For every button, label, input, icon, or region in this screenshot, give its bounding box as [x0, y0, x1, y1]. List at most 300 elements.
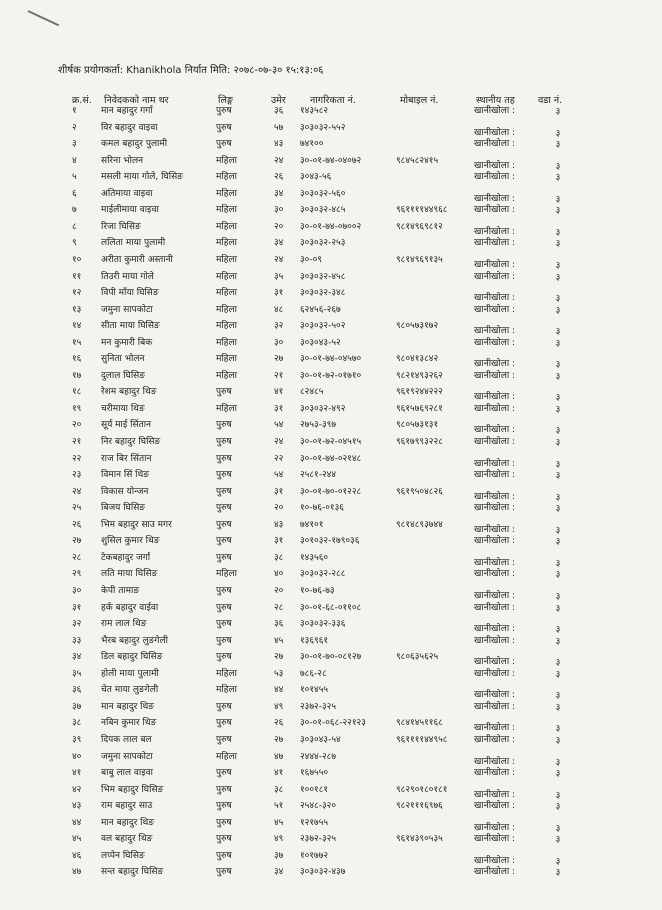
cell-gender: पुरुष	[216, 122, 232, 133]
cell-local-level: खानीखोला :	[474, 701, 516, 712]
cell-ward: ३	[555, 868, 561, 879]
cell-name: डिल बहादुर घिसिङ	[101, 652, 163, 663]
cell-mobile: ९८०५७३१७२	[396, 321, 439, 332]
cell-age: २७	[274, 734, 284, 745]
cell-age: २८	[274, 602, 284, 613]
cell-citizenship: ३०-०१-६८-०११०८	[300, 602, 362, 613]
cell-name: सुनिता भोलन	[101, 354, 145, 365]
cell-sn: २८	[72, 552, 82, 563]
cell-age: ३६	[274, 106, 284, 116]
cell-name: मान बहादुर गर्गा	[101, 106, 153, 116]
cell-local-level: खानीखोला :	[474, 172, 516, 183]
cell-citizenship: ३०३०३२-२८८	[300, 569, 346, 580]
cell-local-level: खानीखोला :	[474, 557, 516, 568]
cell-local-level: खानीखोला :	[474, 723, 516, 734]
cell-name: मसली माया गोले, घिसिङ	[101, 172, 183, 183]
cell-name: दुलाल घिसिङ	[101, 370, 145, 381]
cell-gender: महिला	[216, 403, 237, 414]
cell-ward: ३	[555, 327, 561, 338]
cell-ward: ३	[555, 802, 561, 813]
cell-name: जमुना सापकोटा	[101, 751, 153, 762]
cell-citizenship: १३६९६१	[300, 635, 329, 646]
cell-citizenship: २५४८-३२०	[300, 801, 337, 812]
cell-ward: ३	[555, 206, 561, 217]
cell-local-level: खानीखोला :	[474, 304, 516, 315]
cell-gender: महिला	[216, 271, 237, 282]
table-row	[0, 285, 662, 305]
table-row	[0, 533, 662, 547]
cell-local-level: खानीखोला :	[474, 491, 516, 502]
cell-gender: पुरुष	[216, 635, 232, 646]
table-row	[0, 451, 662, 470]
cell-sn: ३०	[72, 586, 82, 596]
cell-sn: २	[72, 122, 77, 133]
cell-age: २४	[274, 155, 284, 166]
cell-name: सरिना भोलन	[101, 155, 144, 166]
cell-ward: ३	[555, 603, 561, 614]
cell-age: २६	[274, 172, 284, 183]
cell-local-level: खानीखोला :	[474, 624, 516, 635]
cell-gender: पुरुष	[216, 437, 232, 447]
table-row	[0, 252, 662, 271]
cell-age: ३६	[274, 619, 284, 630]
cell-sn: ४४	[72, 817, 82, 828]
cell-local-level: खानीखोला :	[474, 756, 516, 767]
cell-local-level: खानीखोला :	[474, 591, 516, 601]
cell-ward: ३	[555, 261, 561, 271]
cell-sn: ११	[72, 271, 82, 282]
cell-name: मान बहादुर थिङ	[101, 817, 154, 828]
cell-mobile: ९८०५७३१३१	[396, 420, 439, 431]
cell-ward: ३	[555, 371, 561, 382]
cell-age: २१	[274, 370, 284, 381]
cell-citizenship: ३०-०१-७४-०७००२	[300, 221, 362, 232]
cell-sn: २०	[72, 420, 82, 431]
cell-sn: ३२	[72, 619, 82, 630]
cell-gender: महिला	[216, 238, 237, 249]
cell-ward: ३	[555, 769, 561, 779]
cell-gender: महिला	[216, 569, 237, 580]
cell-ward: ३	[555, 658, 561, 669]
cell-sn: ४५	[72, 834, 82, 845]
cell-citizenship: ८२४८५	[300, 387, 324, 398]
cell-citizenship: ३०३०३२-४९२	[300, 403, 346, 414]
table-row	[0, 831, 662, 845]
table-row	[0, 235, 662, 249]
cell-sn: २५	[72, 503, 82, 514]
table-row	[0, 368, 662, 382]
cell-name: सन्त बहादुर घिसिङ	[101, 867, 164, 878]
cell-age: ४९	[274, 834, 284, 845]
table-row	[0, 302, 662, 316]
cell-ward: ३	[555, 404, 561, 415]
cell-name: शुसिल कुमार थिङ	[101, 536, 160, 547]
cell-gender: पुरुष	[216, 850, 232, 861]
cell-ward: ३	[555, 161, 561, 172]
cell-citizenship: २५८१-२४४	[300, 470, 337, 481]
cell-name: निर बहादुर घिसिङ	[101, 437, 161, 447]
cell-sn: १४	[72, 321, 82, 332]
cell-ward: ३	[555, 426, 561, 437]
cell-citizenship: १४३५६०	[300, 552, 329, 563]
cell-citizenship: ७८६-२८	[300, 668, 327, 679]
cell-local-level: खानीखोला :	[474, 139, 516, 150]
cell-name: माईलीमाया वाइवा	[101, 205, 159, 216]
cell-sn: १६	[72, 354, 82, 365]
cell-age: ५७	[274, 122, 284, 133]
cell-age: २४	[274, 437, 284, 447]
cell-sn: १८	[72, 387, 82, 398]
cell-sn: ३७	[72, 701, 82, 712]
cell-name: विमान सिं थिङ	[101, 470, 149, 481]
cell-name: भैरब बहादुर लुङगेली	[101, 635, 168, 646]
cell-local-level: खानीखोला :	[474, 260, 516, 270]
cell-citizenship: २४४४-२८७	[300, 751, 337, 762]
cell-citizenship: १००१८१	[300, 784, 329, 795]
cell-age: ३२	[274, 321, 284, 332]
table-row	[0, 384, 662, 404]
cell-local-level: खानीखोला :	[474, 370, 516, 381]
cell-citizenship: ३०३०३२-५५२	[300, 122, 346, 133]
cell-gender: पुरुष	[216, 652, 232, 663]
cell-age: ३५	[274, 271, 284, 282]
cell-age: ४३	[274, 519, 284, 530]
cell-gender: पुरुष	[216, 387, 232, 398]
document-title: शीर्षक प्रयोगकर्ता: Khanikhola निर्यात मिति: २०७८-०७-३० १५:१३:०६	[58, 65, 324, 76]
cell-local-level: खानीखोला :	[474, 668, 516, 679]
table-row	[0, 517, 662, 536]
cell-ward: ३	[555, 194, 561, 205]
cell-name: लप्पेन घिसिङ	[101, 850, 145, 861]
cell-sn: १	[72, 106, 77, 116]
cell-name: राज बिर सिंतान	[101, 453, 152, 464]
cell-mobile: ९८०४१३८४२	[396, 354, 439, 365]
cell-name: कमल बहादुर पुलामी	[101, 139, 168, 150]
cell-ward: ३	[555, 294, 561, 305]
cell-name: विर बहादुर वाइवा	[101, 122, 158, 133]
cell-local-level: खानीखोला :	[474, 226, 516, 237]
cell-local-level: खानीखोला :	[474, 238, 516, 249]
cell-ward: ३	[555, 757, 561, 768]
cell-citizenship: ३०३०३२-५०२	[300, 321, 346, 332]
cell-ward: ३	[555, 227, 561, 238]
header-local-level: स्थानीय तह	[476, 95, 515, 106]
cell-citizenship: ३०-०१-७४-०२१४८	[300, 453, 362, 464]
cell-age: ४४	[274, 685, 284, 696]
cell-sn: ३	[72, 139, 77, 150]
table-row	[0, 666, 662, 680]
table-row	[0, 682, 662, 702]
cell-age: २७	[274, 354, 284, 365]
cell-ward: ३	[555, 790, 561, 801]
cell-gender: पुरुष	[216, 801, 232, 812]
cell-gender: पुरुष	[216, 768, 232, 778]
cell-mobile: ९८१४८९३७४४	[396, 519, 443, 530]
cell-age: ५४	[274, 420, 284, 431]
cell-age: २०	[274, 586, 284, 596]
cell-age: ४७	[274, 751, 284, 762]
cell-sn: ४६	[72, 850, 82, 861]
cell-mobile: ९६१५७६९२८१	[396, 403, 443, 414]
cell-sn: २१	[72, 437, 82, 447]
pen-stroke-mark	[28, 10, 60, 26]
cell-ward: ३	[555, 702, 561, 713]
cell-sn: ४३	[72, 801, 82, 812]
cell-ward: ३	[555, 669, 561, 680]
cell-name: मान बहादुर थिङ	[101, 701, 154, 712]
cell-age: २२	[274, 453, 284, 464]
cell-age: ३१	[274, 486, 284, 497]
cell-name: विपी माँया घिसिङ	[101, 288, 159, 299]
cell-ward: ३	[555, 360, 561, 371]
cell-sn: १२	[72, 288, 82, 299]
cell-citizenship: ३०३०३२-३३६	[300, 619, 346, 630]
cell-sn: १०	[72, 255, 82, 265]
cell-name: तिउरी माया गोले	[101, 271, 154, 282]
cell-citizenship: १०१४५५	[300, 685, 329, 696]
cell-age: ४१	[274, 768, 284, 778]
cell-sn: १९	[72, 403, 82, 414]
header-citizenship: नागरिकता नं.	[310, 95, 356, 106]
cell-name: भिम बहादुर साउ मगर	[101, 519, 172, 530]
cell-local-level: खानीखोला :	[474, 789, 516, 800]
cell-local-level: खानीखोला :	[474, 602, 516, 613]
table-row	[0, 484, 662, 503]
cell-citizenship: ३०-०१-७२-०४५१५	[300, 437, 362, 447]
table-row	[0, 699, 662, 713]
cell-gender: महिला	[216, 370, 237, 381]
cell-gender: पुरुष	[216, 817, 232, 828]
table-row	[0, 401, 662, 415]
cell-ward: ३	[555, 558, 561, 569]
cell-age: ३१	[274, 403, 284, 414]
cell-local-level: खानीखोला :	[474, 690, 516, 701]
table-row	[0, 765, 662, 779]
cell-citizenship: ३०३०३२-४३७	[300, 867, 346, 878]
cell-gender: पुरुष	[216, 139, 232, 150]
cell-gender: पुरुष	[216, 503, 232, 514]
cell-age: ४५	[274, 817, 284, 828]
cell-gender: पुरुष	[216, 784, 232, 795]
cell-mobile: ९८२१४९३२६२	[396, 370, 443, 381]
cell-local-level: खानीखोला :	[474, 569, 516, 580]
cell-ward: ३	[555, 735, 561, 746]
cell-local-level: खानीखोला :	[474, 392, 516, 403]
cell-local-level: खानीखोला :	[474, 503, 516, 514]
table-row	[0, 186, 662, 205]
cell-citizenship: २७५३-३९७	[300, 420, 337, 431]
cell-citizenship: ३०३०३२-२५३	[300, 238, 346, 249]
cell-citizenship: ७४१००	[300, 139, 324, 150]
cell-name: बाबु लाल वाइवा	[101, 768, 153, 778]
cell-age: ५४	[274, 470, 284, 481]
table-row	[0, 219, 662, 238]
cell-ward: ३	[555, 525, 561, 536]
cell-local-level: खानीखोला :	[474, 293, 516, 304]
cell-gender: पुरुष	[216, 470, 232, 481]
cell-mobile: ९६११११४४९५८	[396, 734, 448, 745]
cell-sn: ३८	[72, 718, 82, 729]
cell-local-level: खानीखोला :	[474, 193, 516, 204]
cell-sn: ३५	[72, 668, 82, 679]
cell-sn: १५	[72, 337, 82, 348]
cell-local-level: खानीखोला :	[474, 160, 516, 171]
table-row	[0, 550, 662, 569]
table-row	[0, 848, 662, 867]
cell-ward: ३	[555, 823, 561, 834]
table-row	[0, 798, 662, 812]
cell-sn: १७	[72, 370, 82, 381]
cell-age: ४५	[274, 635, 284, 646]
cell-name: केपी तामाङ	[101, 586, 140, 596]
table-row	[0, 566, 662, 580]
cell-gender: महिला	[216, 172, 237, 183]
cell-ward: ३	[555, 691, 561, 702]
cell-sn: ३१	[72, 602, 82, 613]
cell-gender: पुरुष	[216, 734, 232, 745]
cell-local-level: खानीखोला :	[474, 801, 516, 812]
header-sn: क्र.सं.	[72, 95, 92, 106]
cell-citizenship: १२१७५५	[300, 817, 329, 828]
cell-name: बिजय घिसिङ	[101, 503, 146, 514]
cell-citizenship: ३०-०१-७४-०४०७२	[300, 155, 362, 166]
cell-age: ५३	[274, 668, 284, 679]
cell-mobile: ९८४१४५११६८	[396, 718, 443, 729]
table-row	[0, 434, 662, 448]
cell-gender: पुरुष	[216, 834, 232, 845]
cell-local-level: खानीखोला :	[474, 127, 516, 138]
table-row	[0, 202, 662, 216]
cell-citizenship: ३०३०४३-५२	[300, 337, 341, 348]
cell-gender: महिला	[216, 188, 237, 199]
cell-mobile: ९६११११४४९६८	[396, 205, 448, 216]
cell-sn: २९	[72, 569, 82, 580]
cell-age: ४८	[274, 304, 284, 315]
cell-name: दिपक लाल बल	[101, 734, 152, 745]
cell-citizenship: ३०४३-५६	[300, 172, 332, 183]
table-row	[0, 103, 662, 117]
cell-sn: ४७	[72, 867, 82, 878]
cell-name: मन कुमारी बिक	[101, 337, 153, 348]
cell-name: रेशम बहादुर थिङ	[101, 387, 157, 398]
cell-gender: पुरुष	[216, 701, 232, 712]
cell-sn: २३	[72, 470, 82, 481]
cell-citizenship: ३०-०१-७०-०१२२८	[300, 486, 362, 497]
table-row	[0, 715, 662, 735]
cell-sn: २४	[72, 486, 82, 497]
cell-name: भिम बहादुर घिसिङ	[101, 784, 164, 795]
cell-gender: महिला	[216, 685, 237, 696]
cell-age: ३८	[274, 552, 284, 563]
cell-local-level: खानीखोला :	[474, 822, 516, 833]
cell-mobile: ९६१९५०४८२६	[396, 486, 443, 497]
cell-local-level: खानीखोला :	[474, 403, 516, 414]
cell-local-level: खानीखोला :	[474, 326, 516, 337]
cell-gender: महिला	[216, 321, 237, 332]
cell-sn: ५	[72, 172, 77, 183]
cell-citizenship: ३०-०१-०६८-२२१२३	[300, 718, 366, 729]
cell-ward: ३	[555, 239, 561, 250]
table-row	[0, 417, 662, 437]
table-row	[0, 732, 662, 746]
cell-sn: २६	[72, 519, 82, 530]
cell-sn: ३९	[72, 734, 82, 745]
cell-sn: ३३	[72, 635, 82, 646]
cell-citizenship: २३७२-३२५	[300, 701, 337, 712]
cell-mobile: ९८१४९६९१३५	[396, 255, 443, 265]
cell-gender: महिला	[216, 205, 237, 216]
cell-local-level: खानीखोला :	[474, 657, 516, 668]
table-row	[0, 633, 662, 647]
header-mobile: मोबाइल नं.	[400, 95, 439, 106]
cell-gender: पुरुष	[216, 718, 232, 729]
cell-name: सीता माया घिसिङ	[101, 321, 160, 332]
cell-citizenship: १४३५८२	[300, 106, 329, 116]
cell-citizenship: ३०१०३२-१७९०३६	[300, 536, 360, 547]
table-row	[0, 169, 662, 183]
cell-age: २०	[274, 221, 284, 232]
cell-age: ४९	[274, 701, 284, 712]
cell-age: ३४	[274, 188, 284, 199]
cell-name: चरीमाया थिङ	[101, 403, 145, 414]
cell-local-level: खानीखोला :	[474, 470, 516, 481]
cell-mobile: ९८२१११६९७६	[396, 801, 443, 812]
cell-local-level: खानीखोला :	[474, 768, 516, 778]
cell-age: ४३	[274, 139, 284, 150]
cell-gender: पुरुष	[216, 519, 232, 530]
cell-name: लति माया घिसिङ	[101, 569, 158, 580]
cell-sn: ३४	[72, 652, 82, 663]
cell-age: ४०	[274, 569, 284, 580]
cell-mobile: ९८२९०१८०१८१	[396, 784, 448, 795]
cell-citizenship: ३०३०३२-४८५	[300, 205, 346, 216]
cell-gender: पुरुष	[216, 420, 232, 431]
cell-citizenship: ३०३०३२-३४८	[300, 288, 346, 299]
cell-age: २७	[274, 652, 284, 663]
cell-name: राम बहादुर साउ	[101, 801, 153, 812]
cell-ward: ३	[555, 128, 561, 139]
cell-citizenship: ३०३०४३-५४	[300, 734, 341, 745]
cell-gender: पुरुष	[216, 619, 232, 630]
cell-citizenship: १६७५५०	[300, 768, 329, 778]
cell-age: २६	[274, 718, 284, 729]
cell-local-level: खानीखोला :	[474, 855, 516, 866]
cell-name: अरीता कुमारी अस्तानी	[101, 255, 173, 265]
cell-ward: ३	[555, 724, 561, 735]
cell-age: ३८	[274, 784, 284, 795]
cell-local-level: खानीखोला :	[474, 734, 516, 745]
cell-gender: महिला	[216, 668, 237, 679]
cell-name: ललिता माया पुलामी	[101, 238, 166, 249]
cell-local-level: खानीखोला :	[474, 425, 516, 436]
cell-mobile: ९८४५८२४१५	[396, 155, 439, 166]
cell-name: नबिन कुमार थिङ	[101, 718, 157, 729]
cell-age: ३१	[274, 536, 284, 547]
table-row	[0, 749, 662, 768]
cell-gender: पुरुष	[216, 453, 232, 464]
cell-sn: २७	[72, 536, 82, 547]
cell-ward: ३	[555, 636, 561, 647]
cell-citizenship: ३०-०१-७२-०१७१०	[300, 370, 362, 381]
cell-citizenship: ७४१०१	[300, 519, 324, 530]
cell-ward: ३	[555, 272, 561, 283]
cell-ward: ३	[555, 107, 561, 117]
cell-mobile: ९६१९२४४२२२	[396, 387, 443, 398]
cell-ward: ३	[555, 305, 561, 316]
cell-mobile: ९८०६३५६२५	[396, 652, 439, 663]
cell-citizenship: ३०३०३२-५६०	[300, 188, 346, 199]
cell-ward: ३	[555, 504, 561, 515]
